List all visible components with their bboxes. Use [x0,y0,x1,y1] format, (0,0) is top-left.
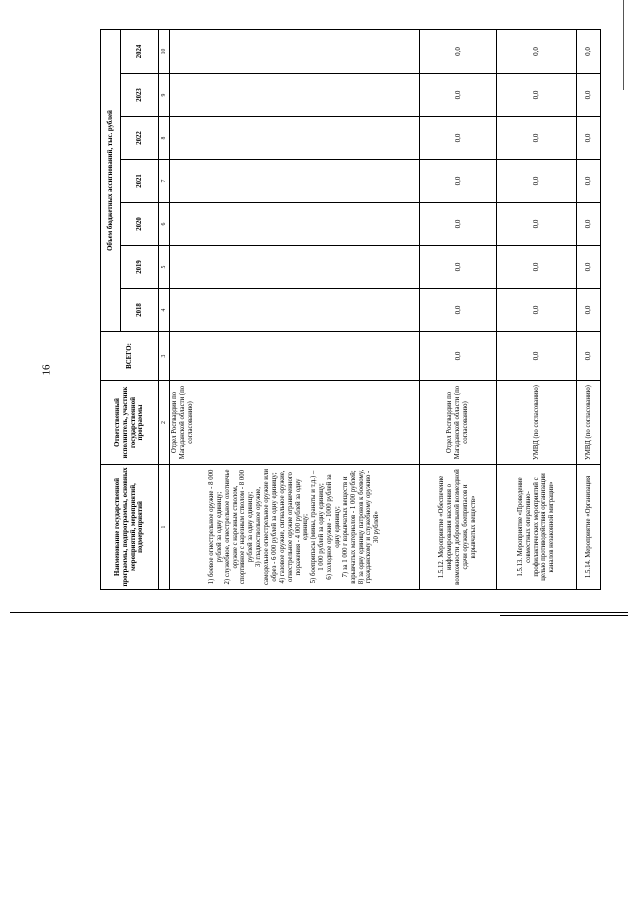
row-value-2018: 0,0 [577,289,601,332]
row-executor: Отдел Росгвардии по Магаданской области (по согласованию) [170,381,420,465]
row-executor: УМВД (по согласованию) [497,381,577,465]
row-name-line: 1) боевое огнестрельное оружие - 8 000 рублей за одну единицу; [207,469,223,585]
row-value-2024 [170,29,420,73]
row-value-2021: 0,0 [497,160,577,203]
table-row [170,29,420,589]
row-name-line: 1.5.12. Мероприятие «Обеспечение информирования населения о возможности добровольной возмездной сдачи оружия, боеприпасов и взрывчатых веществ» [438,469,477,585]
col-number: 4 [159,289,170,332]
table-row [577,29,601,589]
header-executor: Ответственный исполнитель, участник государственной программы [101,381,159,465]
header-year-2018: 2018 [121,289,159,332]
row-name-line: 8) за одну единицу патронов к боевому, гражданскому и служебному оружию - 30 рублей» [357,469,381,585]
row-name-line: 2) служебное, огнестрельное охотничье оружие с нарезным стволом, спортивное с нарезным стволом - 8 000 рублей за одну единицу; [223,469,255,585]
row-total [170,332,420,381]
col-number: 2 [159,381,170,465]
row-value-2018: 0,0 [497,289,577,332]
row-value-2024: 0,0 [420,29,497,73]
row-value-2023: 0,0 [497,74,577,117]
header-year-2021: 2021 [121,160,159,203]
col-number: 1 [159,465,170,590]
row-name-line: 7) за 1 000 г взрывчатых веществ и взрывчатых материалов - 1 000 рублей; [341,470,357,584]
row-value-2022 [170,117,420,160]
row-value-2019: 0,0 [497,246,577,289]
col-number: 3 [159,332,170,381]
row-value-2021 [170,160,420,203]
col-number: 7 [159,160,170,203]
row-total: 0,0 [577,332,601,381]
row-value-2024: 0,0 [577,29,601,73]
row-name-line: 4) газовое оружие, сигнальное оружие, огнестрельное оружие ограниченного поражения - 4 000 рублей за одну единицу; [278,470,310,584]
row-value-2023: 0,0 [420,74,497,117]
col-number: 6 [159,203,170,246]
row-name [170,465,420,590]
row-value-2022: 0,0 [420,117,497,160]
divider-line-short [500,615,628,616]
rotated-table-wrapper [100,30,600,590]
row-value-2023: 0,0 [577,74,601,117]
row-value-2022: 0,0 [497,117,577,160]
row-name-line: 3) гладкоствольное оружие, самодельное огнестрельное оружие или обрез - 6 000 рублей за одну единицу; [255,469,278,585]
table-row [497,29,577,589]
row-name-line: 5) боеприпасы (мины, гранаты и т.д.) – 1 000 рублей за одну единицу; [310,470,326,584]
row-executor: УМВД (по согласованию) [577,381,601,465]
row-value-2019: 0,0 [420,246,497,289]
col-number: 10 [159,29,170,73]
row-value-2018: 0,0 [420,289,497,332]
row-name [420,465,497,590]
row-value-2019: 0,0 [577,246,601,289]
row-name [577,465,601,590]
header-total: ВСЕГО: [101,332,159,381]
table-row [420,29,497,589]
header-year-2023: 2023 [121,74,159,117]
header-year-2022: 2022 [121,117,159,160]
row-name-line: 6) холодное оружие - 1000 рублей за одну единицу; [326,474,341,580]
budget-table [100,29,601,590]
header-year-2019: 2019 [121,246,159,289]
row-name-line: 1.5.14. Мероприятие «Организация [584,475,592,579]
page-edge-line [623,0,624,90]
header-year-2024: 2024 [121,29,159,73]
row-value-2021: 0,0 [420,160,497,203]
row-name-line: 1.5.13. Мероприятие «Проведение совместных оперативно-профилактических мероприятий с целью противодействия организации каналов незаконной миграции» [516,473,556,581]
header-budget: Объем бюджетных ассигнований, тыс. рублей [101,29,121,331]
col-number: 8 [159,117,170,160]
row-value-2020: 0,0 [420,203,497,246]
row-value-2022: 0,0 [577,117,601,160]
row-value-2018 [170,289,420,332]
row-value-2021: 0,0 [577,160,601,203]
header-name: Наименование государственной программы, подпрограммы, основных мероприятий, мероприятий, подмероприятий [101,465,159,590]
header-year-2020: 2020 [121,203,159,246]
row-value-2020: 0,0 [497,203,577,246]
divider-line [10,612,628,613]
row-total: 0,0 [420,332,497,381]
row-value-2020: 0,0 [577,203,601,246]
row-value-2019 [170,246,420,289]
row-value-2023 [170,74,420,117]
col-number: 5 [159,246,170,289]
row-value-2024: 0,0 [497,29,577,73]
row-executor: Отдел Росгвардии по Магаданской области (по согласованию) [420,381,497,465]
row-value-2020 [170,203,420,246]
row-name [497,465,577,590]
col-number: 9 [159,74,170,117]
page-number: 16 [40,364,53,376]
row-total: 0,0 [497,332,577,381]
